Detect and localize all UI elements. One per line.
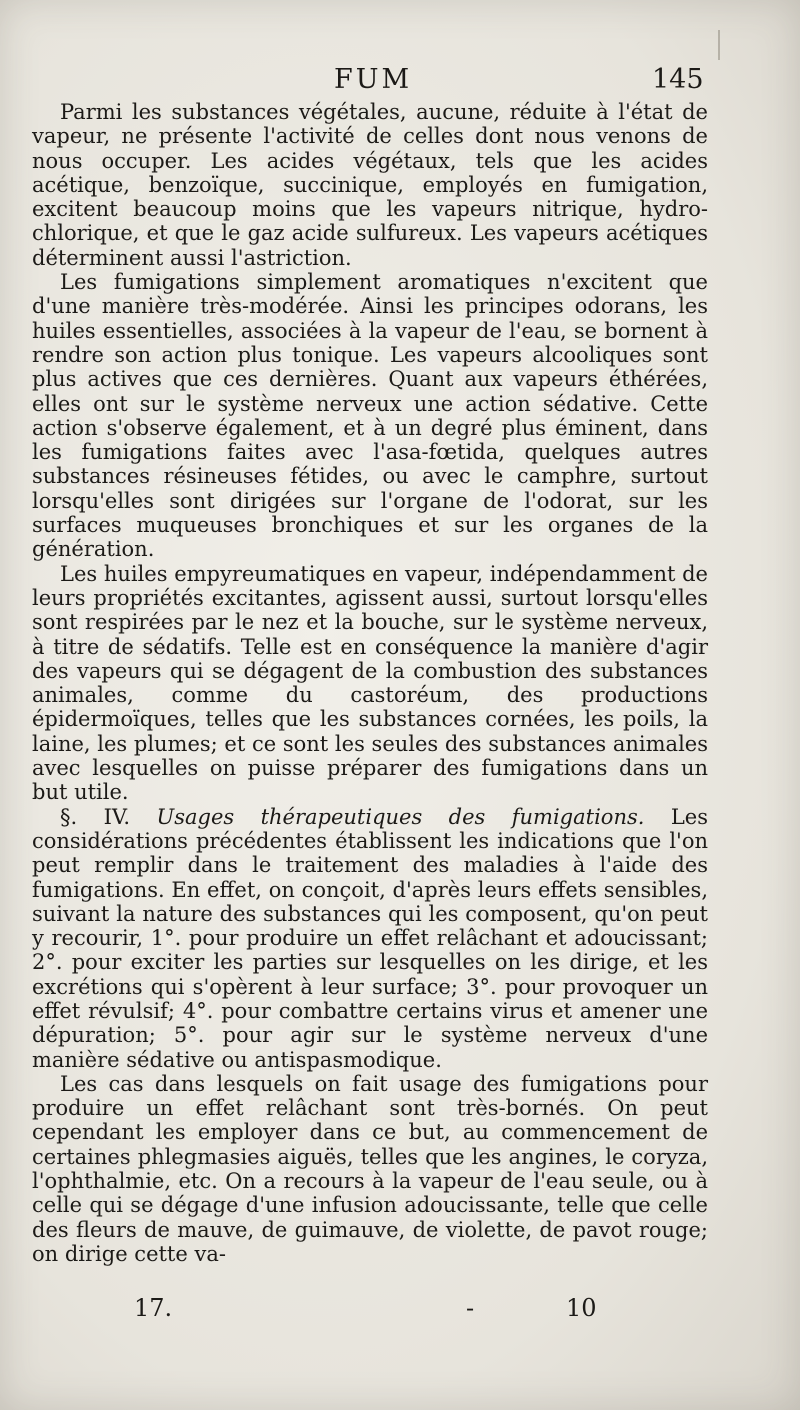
section-paragraph bbox=[32, 805, 708, 1072]
section-title: Usages thérapeutiques des fumigations. bbox=[156, 804, 645, 829]
running-head: FUM bbox=[334, 64, 413, 95]
page-number: 145 bbox=[652, 64, 704, 95]
section-number: §. IV. bbox=[60, 804, 131, 829]
body-text bbox=[32, 100, 708, 1266]
page-edge-mark bbox=[718, 30, 720, 60]
paragraph-3: Les huiles empyreumatiques en vapeur, indépendamment de leurs propriétés excitantes, agissent aussi, surtout lorsqu'elles sont respirées par le nez et la bouche, sur le système nerveux, à titre de sédatifs. Telle est en conséquence la manière d'agir des vapeurs qui se dégagent de la combustion des substances animales, comme du castoréum, des productions épidermoïques, telles que les substances cornées, les poils, la laine, les plumes; et ce sont les seules des substances animales avec lesquelles on puisse préparer des fumigations dans un but utile. bbox=[32, 561, 708, 805]
paragraph-2: Les fumigations simplement aromatiques n'excitent que d'une manière très-modérée. Ainsi les principes odorans, les huiles essentielles, associées à la vapeur de l'eau, se bornent à rendre son action plus tonique. Les vapeurs alcooliques sont plus actives que ces dernières. Quant aux vapeurs éthérées, elles ont sur le système nerveux une action sédative. Cette action s'observe également, et à un degré plus éminent, dans les fumigations faites avec l'asa-fœtida, quelques autres substances résineuses fétides, ou avec le camphre, surtout lorsqu'elles sont dirigées sur l'organe de l'odorat, sur les surfaces muqueuses bronchiques et sur les organes de la génération. bbox=[32, 270, 708, 562]
page-header bbox=[0, 64, 800, 104]
paragraph-1: Parmi les substances végétales, aucune, réduite à l'état de vapeur, ne présente l'activité de celles dont nous venons de nous occuper. Les acides végétaux, tels que les acides acétique, benzoïque, succinique, employés en fumigation, excitent beaucoup moins que les vapeurs nitrique, hydro-chlorique, et que le gaz acide sulfureux. Les vapeurs acétiques déterminent aussi l'astriction. bbox=[32, 100, 708, 270]
section-text: Les considérations précédentes établissent les indications que l'on peut remplir dans le traitement des maladies à l'aide des fumigations. En effet, on conçoit, d'après leurs effets sensibles, suivant la nature des substances qui les composent, qu'on peut y recourir, 1°. pour produire un effet relâchant et adoucissant; 2°. pour exciter les parties sur lesquelles on les dirige, et les excrétions qui s'opèrent à leur surface; 3°. pour provoquer un effet révulsif; 4°. pour combattre certains virus et amener une dépuration; 5°. pour agir sur le système nerveux d'une manière sédative ou antispasmodique. bbox=[32, 804, 708, 1072]
page-footer bbox=[0, 1294, 800, 1334]
signature-mark-right: 10 bbox=[566, 1294, 597, 1322]
paragraph-5: Les cas dans lesquels on fait usage des fumigations pour produire un effet relâchant sont très-bornés. On peut cependant les employer dans ce but, au commencement de certaines phlegmasies aiguës, telles que les angines, le coryza, l'ophthalmie, etc. On a recours à la vapeur de l'eau seule, ou à celle qui se dégage d'une infusion adoucissante, telle que celle des fleurs de mauve, de guimauve, de violette, de pavot rouge; on dirige cette va- bbox=[32, 1071, 708, 1266]
signature-dash: - bbox=[466, 1294, 475, 1322]
signature-mark-left: 17. bbox=[134, 1294, 173, 1322]
